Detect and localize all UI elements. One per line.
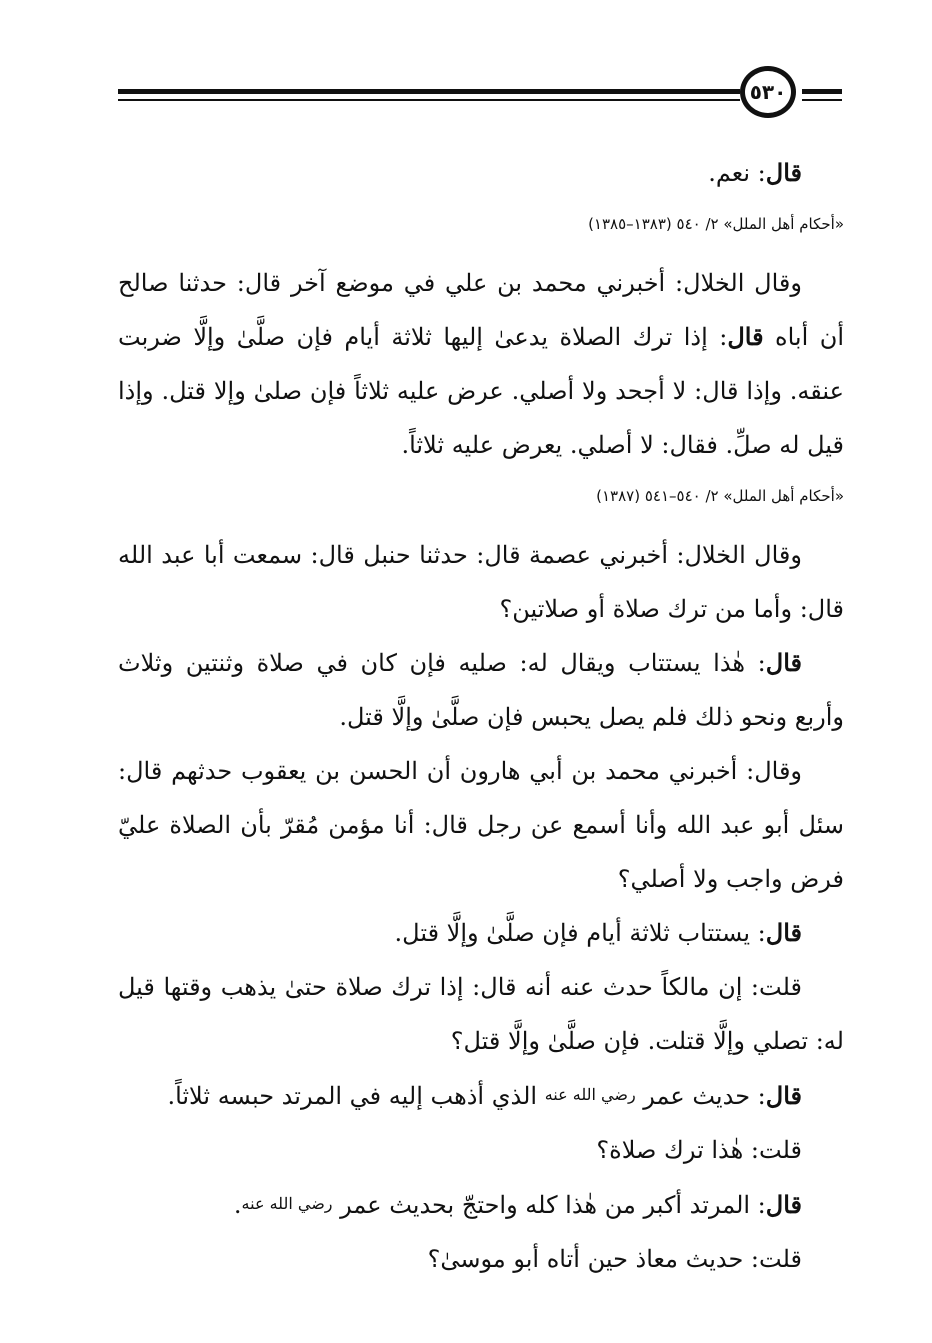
paragraph-text: : إذا ترك الصلاة يدعىٰ إليها ثلاثة أيام فإن صلَّىٰ وإلَّا ضربت عنقه. وإذا قال: لا أجحد ولا أصلي. عرض عليه ثلاثاً فإن صلىٰ وإلا قتل. وإذا قيل له صلِّ. فقال: لا أصلي. يعرض عليه ثلاثاً.	[118, 323, 844, 459]
header-rule-right-thin	[802, 99, 842, 101]
paragraph-text: : يستتاب ثلاثة أيام فإن صلَّىٰ وإلَّا قتل.	[394, 919, 766, 947]
speaker-label: قال	[765, 158, 802, 187]
citation: «أحكام أهل الملل» ٢/ ٥٤٠–٥٤١ (١٣٨٧)	[596, 487, 844, 505]
paragraph	[118, 1068, 844, 1123]
citation: «أحكام أهل الملل» ٢/ ٥٤٠ (١٣٨٣–١٣٨٥)	[588, 215, 844, 233]
paragraph: قلت: إن مالكاً حدث عنه أنه قال: إذا ترك صلاة حتىٰ يذهب وقتها قيل له: تصلي وإلَّا قتلت. فإن صلَّىٰ وإلَّا قتل؟	[118, 973, 844, 1055]
honorific-glyph: رضي الله عنه	[241, 1194, 333, 1213]
speaker-label: قال	[765, 918, 802, 947]
paragraph	[118, 256, 844, 472]
paragraph: وقال: أخبرني محمد بن أبي هارون أن الحسن بن يعقوب حدثهم قال: سئل أبو عبد الله وأنا أسمع عن رجل قال: أنا مؤمن مُقرّ بأن الصلاة عليّ فرض واجب ولا أصلي؟	[118, 757, 844, 893]
paragraph-text: : نعم.	[708, 159, 766, 187]
paragraph-text: : هٰذا يستتاب ويقال له: صليه فإن كان في صلاة وثنتين وثلاث وأربع ونحو ذلك فلم يصل يحبس فإن صلَّىٰ وإلَّا قتل.	[118, 649, 844, 731]
paragraph	[118, 146, 844, 200]
paragraph-text: : حديث عمر	[635, 1082, 766, 1110]
header-rule	[118, 89, 740, 94]
honorific-glyph: رضي الله عنه	[544, 1085, 636, 1104]
header-rule-thin	[118, 99, 740, 101]
paragraph: قلت: هٰذا ترك صلاة؟	[596, 1136, 802, 1164]
speaker-label: قال	[727, 322, 764, 351]
paragraph	[118, 1177, 844, 1232]
paragraph-text: الذي أذهب إليه في المرتد حبسه ثلاثاً.	[167, 1082, 545, 1110]
paragraph-text: وقال الخلال: أخبرني محمد بن علي في موضع آخر قال: حدثنا صالح أن أباه	[118, 269, 844, 351]
speaker-label: قال	[765, 1190, 802, 1219]
paragraph	[118, 906, 844, 960]
paragraph: قلت: حديث معاذ حين أتاه أبو موسىٰ؟	[427, 1245, 802, 1273]
page-header	[118, 66, 842, 124]
paragraph	[118, 636, 844, 744]
speaker-label: قال	[765, 648, 802, 677]
page-body	[118, 146, 844, 1286]
speaker-label: قال	[765, 1081, 802, 1110]
header-rule-right	[802, 89, 842, 94]
page-number: ٥٣٠	[740, 66, 796, 118]
paragraph-text: .	[233, 1191, 242, 1219]
paragraph-text: : المرتد أكبر من هٰذا كله واحتجّ بحديث عمر	[332, 1191, 766, 1219]
paragraph: وقال الخلال: أخبرني عصمة قال: حدثنا حنبل قال: سمعت أبا عبد الله قال: وأما من ترك صلاة أو صلاتين؟	[118, 541, 844, 623]
